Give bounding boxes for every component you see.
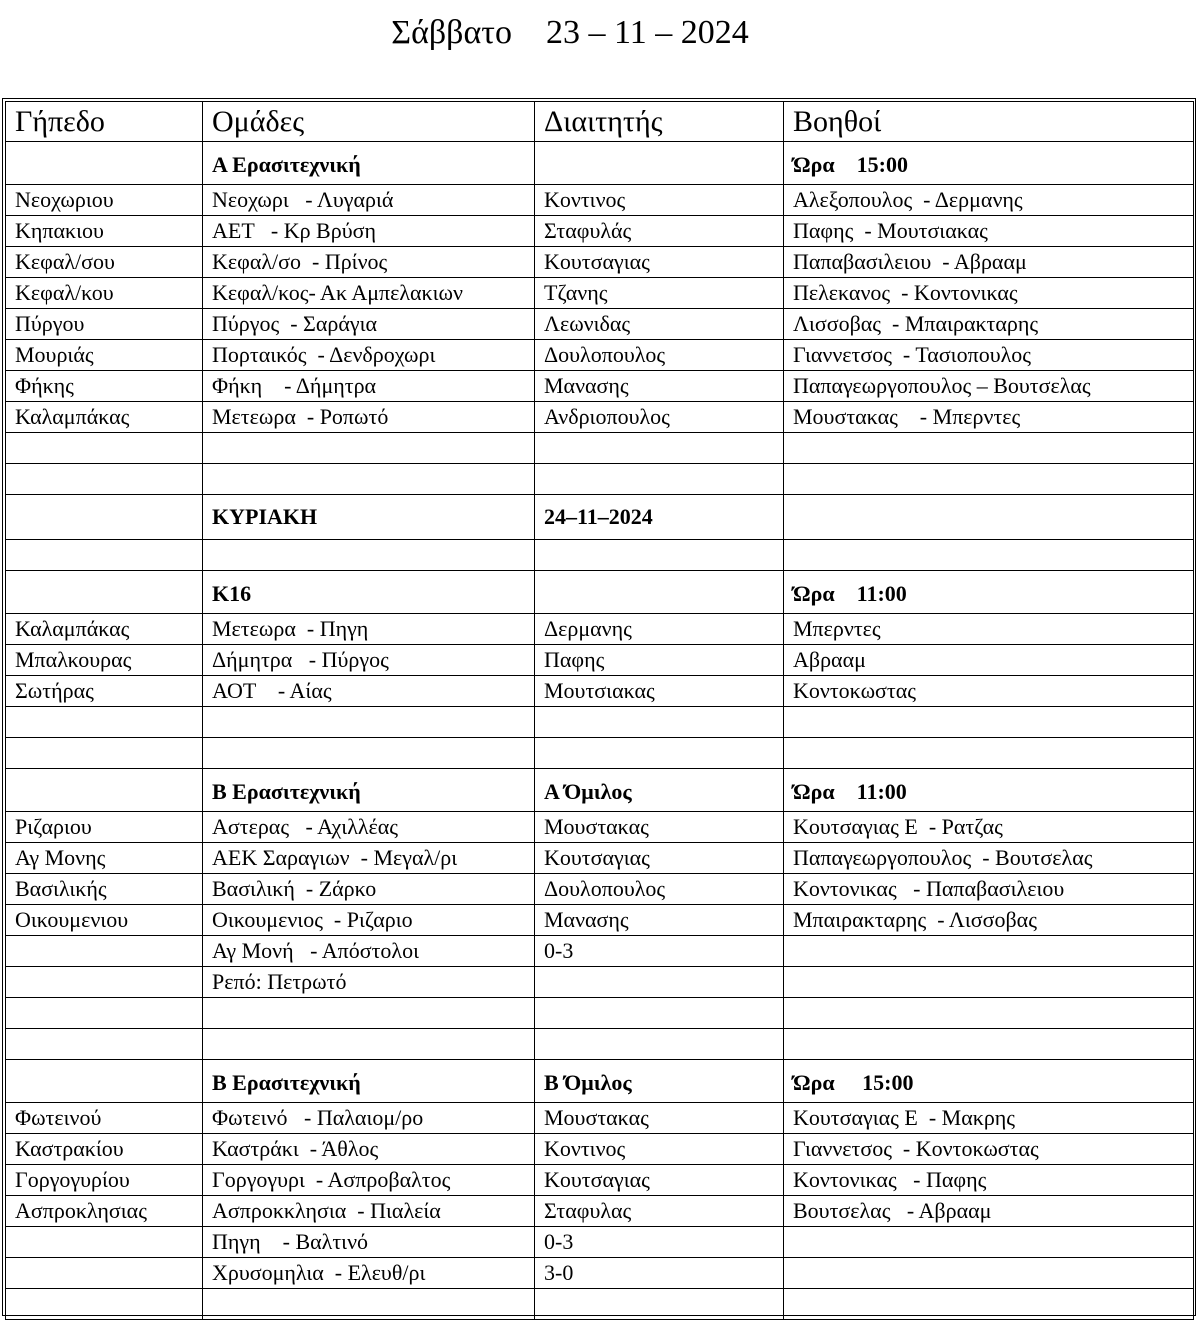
table-row [6, 738, 1194, 769]
table-row-assistants: Μπαιρακταρης - Λισσοβας [784, 905, 1194, 936]
header-field: Γήπεδο [6, 102, 203, 142]
day-header-row-field [6, 495, 203, 540]
table-row-assistants: Παπαγεωργοπουλος – Βουτσελας [784, 371, 1194, 402]
table-row-teams: Δήμητρα - Πύργος [203, 645, 535, 676]
table-row-assistants [784, 540, 1194, 571]
table-row-teams: Αστερας - Αχιλλέας [203, 812, 535, 843]
table-row-referee: 0-3 [535, 1227, 784, 1258]
table-row-teams: Κεφαλ/κος- Ακ Αμπελακιων [203, 278, 535, 309]
table-row-assistants: Μπερντες [784, 614, 1194, 645]
table-row [6, 1289, 1194, 1320]
section-heading-row-assistants: Ώρα 15:00 [784, 142, 1194, 185]
table-row-assistants: Γιαννετσος - Τασιοπουλος [784, 340, 1194, 371]
section-heading-row [6, 1060, 1194, 1103]
table-row-referee: Κοντινος [535, 1134, 784, 1165]
table-row-referee: Παφης [535, 645, 784, 676]
table-row-field: Πύργου [6, 309, 203, 340]
table-row-assistants: Μουστακας - Μπερντες [784, 402, 1194, 433]
table-row-assistants [784, 1289, 1194, 1320]
table-row-referee: Σταφυλάς [535, 216, 784, 247]
section-heading-row-referee: Β Όμιλος [535, 1060, 784, 1103]
table-row-assistants: Παπαβασιλειου - Αβρααμ [784, 247, 1194, 278]
section-heading-row-field [6, 142, 203, 185]
table-row [6, 874, 1194, 905]
header-assistants: Βοηθοί [784, 102, 1194, 142]
day-header-row-teams: ΚΥΡΙΑΚΗ [203, 495, 535, 540]
table-row-referee: Δουλοπουλος [535, 874, 784, 905]
section-heading-row-referee [535, 142, 784, 185]
table-row-assistants: Βουτσελας - Αβρααμ [784, 1196, 1194, 1227]
section-heading-row-assistants: Ώρα 15:00 [784, 1060, 1194, 1103]
table-row-teams [203, 464, 535, 495]
table-row-field: Μουριάς [6, 340, 203, 371]
table-row-field: Καλαμπάκας [6, 614, 203, 645]
table-row [6, 1134, 1194, 1165]
table-row-field: Οικουμενιου [6, 905, 203, 936]
day-header-row [6, 495, 1194, 540]
table-row-teams: Ασπροκκλησια - Πιαλεία [203, 1196, 535, 1227]
table-row-teams [203, 998, 535, 1029]
table-row-assistants: Παφης - Μουτσιακας [784, 216, 1194, 247]
table-row-teams: Φωτεινό - Παλαιομ/ρο [203, 1103, 535, 1134]
table-row [6, 309, 1194, 340]
table-row-referee: Δουλοπουλος [535, 340, 784, 371]
table-row-assistants [784, 936, 1194, 967]
table-row-referee [535, 1289, 784, 1320]
table-row-referee: Κουτσαγιας [535, 843, 784, 874]
table-row-field [6, 1227, 203, 1258]
table-row [6, 340, 1194, 371]
table-row-referee [535, 738, 784, 769]
table-row-referee [535, 1029, 784, 1060]
table-row-field [6, 936, 203, 967]
table-row-referee: Κουτσαγιας [535, 1165, 784, 1196]
table-row-referee: Κουτσαγιας [535, 247, 784, 278]
table-row-assistants [784, 1029, 1194, 1060]
table-row-teams: ΑΕΤ - Κρ Βρύση [203, 216, 535, 247]
table-row-referee: Δερμανης [535, 614, 784, 645]
table-row-assistants [784, 464, 1194, 495]
table-row-teams [203, 738, 535, 769]
table-row [6, 185, 1194, 216]
table-row-teams: Νεοχωρι - Λυγαριά [203, 185, 535, 216]
table-row-field [6, 738, 203, 769]
table-row-referee [535, 998, 784, 1029]
table-row-teams: Φήκη - Δήμητρα [203, 371, 535, 402]
section-heading-row-assistants: Ώρα 11:00 [784, 769, 1194, 812]
table-row-field [6, 967, 203, 998]
table-row-assistants [784, 433, 1194, 464]
table-row-teams: Βασιλική - Ζάρκο [203, 874, 535, 905]
table-row [6, 905, 1194, 936]
table-row-teams: Αγ Μονή - Απόστολοι [203, 936, 535, 967]
section-heading-row-field [6, 769, 203, 812]
header-teams: Ομάδες [203, 102, 535, 142]
table-row [6, 614, 1194, 645]
table-row-referee: 0-3 [535, 936, 784, 967]
table-row-referee: Μουστακας [535, 812, 784, 843]
table-row-field [6, 998, 203, 1029]
header-row [6, 102, 1194, 142]
table-row-assistants: Κουτσαγιας Ε - Ρατζας [784, 812, 1194, 843]
table-row [6, 843, 1194, 874]
section-heading-row [6, 769, 1194, 812]
table-row [6, 645, 1194, 676]
table-row-teams: Οικουμενιος - Ριζαριο [203, 905, 535, 936]
table-row-field: Αγ Μονης [6, 843, 203, 874]
table-row-teams: Πηγη - Βαλτινό [203, 1227, 535, 1258]
table-row-referee: Μανασης [535, 905, 784, 936]
table-row-teams: Γοργογυρι - Ασπροβαλτος [203, 1165, 535, 1196]
table-row [6, 1103, 1194, 1134]
table-row-referee [535, 464, 784, 495]
table-row-field [6, 1258, 203, 1289]
table-row [6, 1227, 1194, 1258]
table-row-teams: Μετεωρα - Πηγη [203, 614, 535, 645]
table-row-assistants [784, 998, 1194, 1029]
day-header-row-referee: 24–11–2024 [535, 495, 784, 540]
table-row-assistants: Λισσοβας - Μπαιρακταρης [784, 309, 1194, 340]
table-row-field [6, 1029, 203, 1060]
section-heading-row-field [6, 1060, 203, 1103]
table-row-referee [535, 707, 784, 738]
section-heading-row-referee: Α Όμιλος [535, 769, 784, 812]
table-row-assistants: Παπαγεωργοπουλος - Βουτσελας [784, 843, 1194, 874]
table-row-teams [203, 1029, 535, 1060]
table-row [6, 1165, 1194, 1196]
table-row-teams: ΑΕΚ Σαραγιων - Μεγαλ/ρι [203, 843, 535, 874]
section-heading-row-teams: Κ16 [203, 571, 535, 614]
section-heading-row-field [6, 571, 203, 614]
table-row [6, 676, 1194, 707]
table-row-teams: ΑΟΤ - Αίας [203, 676, 535, 707]
table-row [6, 967, 1194, 998]
table-row-field: Φωτεινού [6, 1103, 203, 1134]
table-row-assistants [784, 738, 1194, 769]
table-row-assistants [784, 967, 1194, 998]
section-heading-row-assistants: Ώρα 11:00 [784, 571, 1194, 614]
table-row-assistants [784, 1227, 1194, 1258]
table-row-referee [535, 433, 784, 464]
table-row-field: Βασιλικής [6, 874, 203, 905]
table-row-referee: Μουτσιακας [535, 676, 784, 707]
table-row-teams [203, 707, 535, 738]
table-row [6, 464, 1194, 495]
table-row-field [6, 433, 203, 464]
table-row-teams: Καστράκι - Άθλος [203, 1134, 535, 1165]
day-header-row-assistants [784, 495, 1194, 540]
table-row-field: Φήκης [6, 371, 203, 402]
table-row-teams [203, 1289, 535, 1320]
table-row-referee: Μουστακας [535, 1103, 784, 1134]
table-row-field: Καλαμπάκας [6, 402, 203, 433]
table-row-referee: Λεωνιδας [535, 309, 784, 340]
table-row-teams: Πύργος - Σαράγια [203, 309, 535, 340]
table-row-referee [535, 540, 784, 571]
section-heading-row [6, 142, 1194, 185]
table-row-field: Ριζαριου [6, 812, 203, 843]
table-row-teams: Χρυσομηλια - Ελευθ/ρι [203, 1258, 535, 1289]
table-row [6, 371, 1194, 402]
table-row-field: Κηπακιου [6, 216, 203, 247]
table-row-assistants [784, 707, 1194, 738]
table-row-referee: Κοντινος [535, 185, 784, 216]
section-heading-row-referee [535, 571, 784, 614]
table-row-field: Γοργογυρίου [6, 1165, 203, 1196]
table-row-field: Κεφαλ/κου [6, 278, 203, 309]
table-row [6, 1258, 1194, 1289]
table-row-assistants: Κοντονικας - Παπαβασιλειου [784, 874, 1194, 905]
table-row-assistants [784, 1258, 1194, 1289]
table-row-field [6, 540, 203, 571]
table-row-field: Ασπροκλησιας [6, 1196, 203, 1227]
schedule-body [6, 102, 1194, 1320]
section-heading-row [6, 571, 1194, 614]
table-row-assistants: Πελεκανος - Κοντονικας [784, 278, 1194, 309]
table-row-referee: Ανδριοπουλος [535, 402, 784, 433]
table-row-assistants: Αλεξοπουλος - Δερμανης [784, 185, 1194, 216]
table-row [6, 1196, 1194, 1227]
table-row-teams: Πορταικός - Δενδροχωρι [203, 340, 535, 371]
table-row [6, 707, 1194, 738]
table-row [6, 936, 1194, 967]
table-row-assistants: Κοντοκωστας [784, 676, 1194, 707]
table-row-field: Μπαλκουρας [6, 645, 203, 676]
table-row-referee: Σταφυλας [535, 1196, 784, 1227]
table-row-field [6, 1289, 203, 1320]
table-row [6, 998, 1194, 1029]
table-row-assistants: Αβρααμ [784, 645, 1194, 676]
table-row-teams [203, 540, 535, 571]
table-row [6, 540, 1194, 571]
table-row [6, 402, 1194, 433]
section-heading-row-teams: Α Ερασιτεχνική [203, 142, 535, 185]
table-row-field: Κεφαλ/σου [6, 247, 203, 278]
table-row-referee: Μανασης [535, 371, 784, 402]
page-title: Σάββατο 23 – 11 – 2024 [391, 14, 749, 51]
table-row-assistants: Κοντονικας - Παφης [784, 1165, 1194, 1196]
table-row-teams [203, 433, 535, 464]
table-row [6, 433, 1194, 464]
table-row-teams: Ρεπό: Πετρωτό [203, 967, 535, 998]
table-row-field [6, 464, 203, 495]
table-row-teams: Μετεωρα - Ροπωτό [203, 402, 535, 433]
table-row [6, 247, 1194, 278]
section-heading-row-teams: Β Ερασιτεχνική [203, 1060, 535, 1103]
table-row-referee [535, 967, 784, 998]
table-row-referee: Τζανης [535, 278, 784, 309]
header-referee: Διαιτητής [535, 102, 784, 142]
table-row [6, 216, 1194, 247]
table-row-field [6, 707, 203, 738]
table-row-assistants: Κουτσαγιας Ε - Μακρης [784, 1103, 1194, 1134]
section-heading-row-teams: Β Ερασιτεχνική [203, 769, 535, 812]
table-row-teams: Κεφαλ/σο - Πρίνος [203, 247, 535, 278]
table-row [6, 1029, 1194, 1060]
table-row-field: Σωτήρας [6, 676, 203, 707]
table-row-field: Καστρακίου [6, 1134, 203, 1165]
table-row-assistants: Γιαννετσος - Κοντοκωστας [784, 1134, 1194, 1165]
table-row [6, 278, 1194, 309]
table-row-field: Νεοχωριου [6, 185, 203, 216]
table-row-referee: 3-0 [535, 1258, 784, 1289]
schedule-table [5, 101, 1194, 1320]
table-row [6, 812, 1194, 843]
